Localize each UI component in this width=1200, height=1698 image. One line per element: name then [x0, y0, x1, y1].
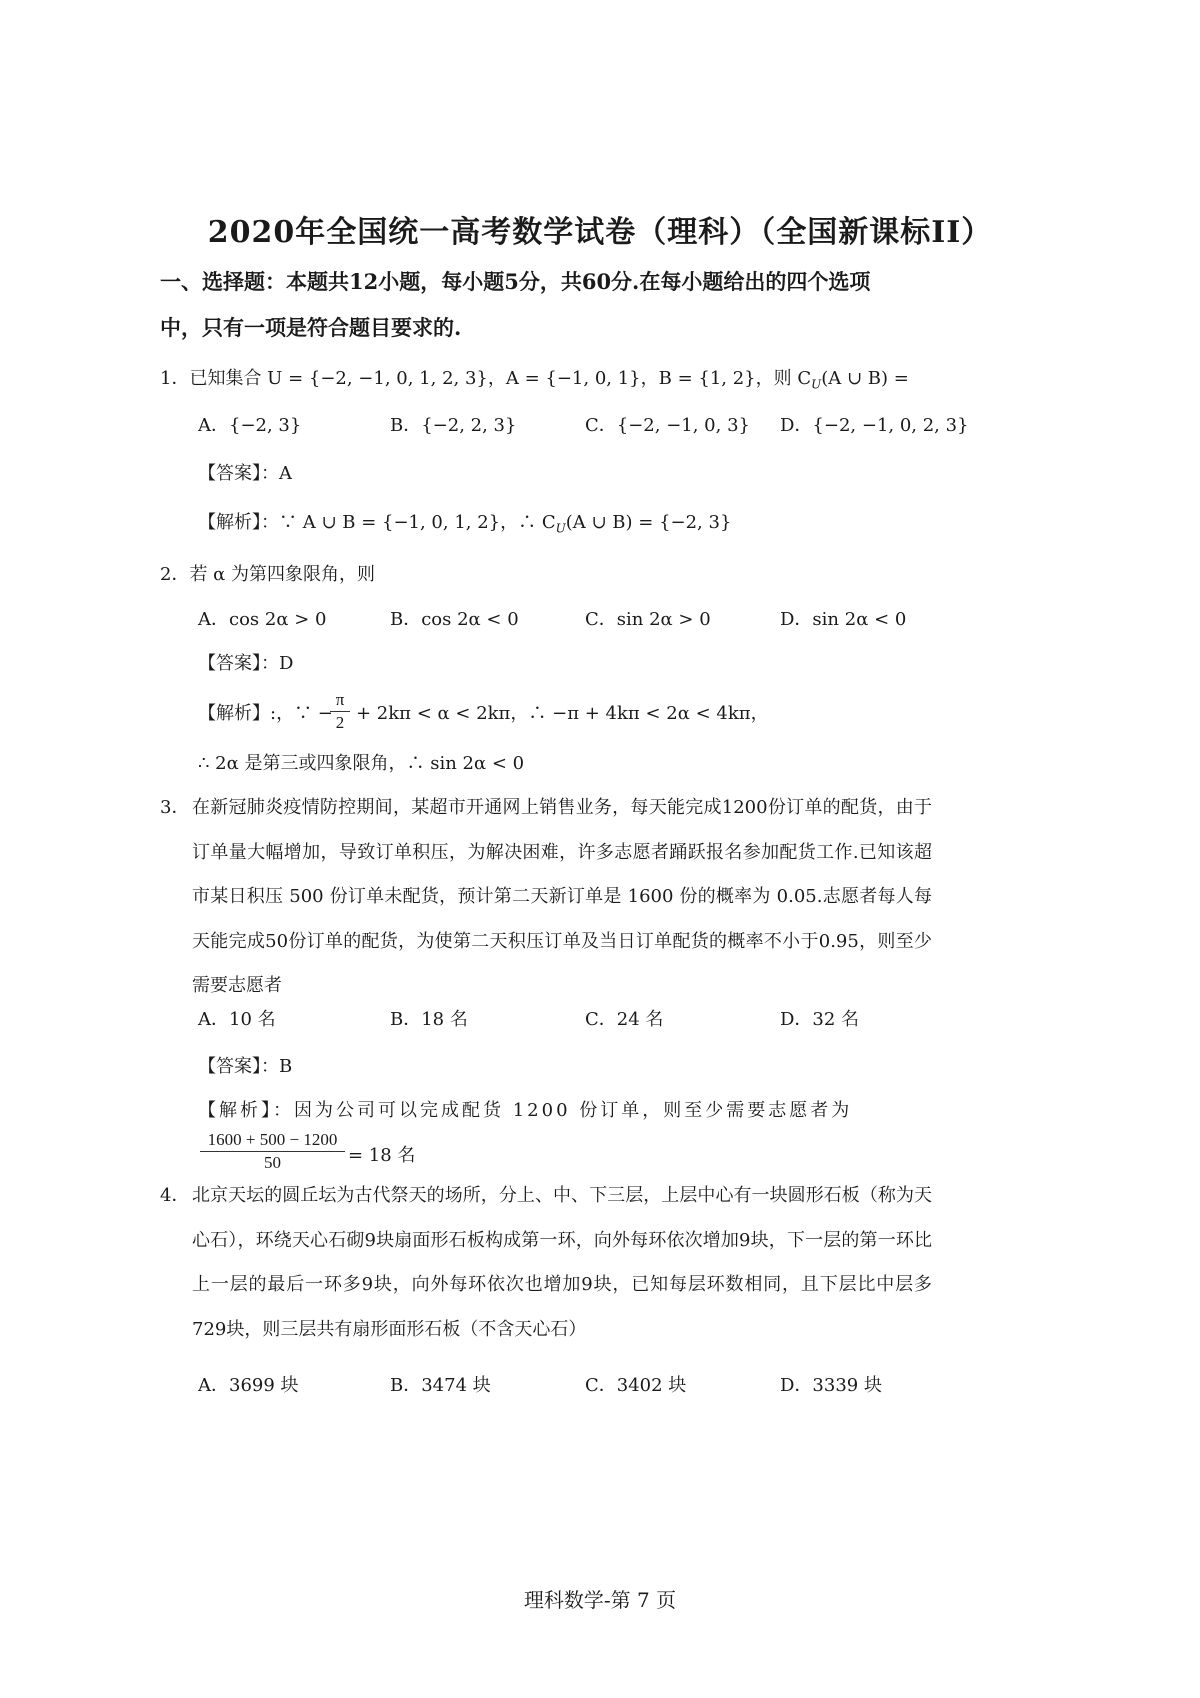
section-heading-line2: 中，只有一项是符合题目要求的.	[160, 315, 462, 340]
question-3-option-d: D．32 名	[780, 1009, 860, 1030]
question-1-subscript: U	[811, 377, 822, 392]
question-2-option-a: A．cos 2α > 0	[198, 609, 327, 630]
question-4-option-d: D．3339 块	[780, 1375, 882, 1396]
question-4-option-b: B．3474 块	[390, 1375, 491, 1396]
question-2-analysis-label: 【解析】:，∵ −	[198, 703, 333, 724]
question-2-answer: 【答案】：D	[198, 653, 294, 674]
question-2-fraction	[330, 690, 350, 733]
section-heading-line1: 一、选择题：本题共12小题，每小题5分，共60分.在每小题给出的四个选项	[160, 269, 871, 294]
question-1-analysis-subscript: U	[555, 521, 566, 536]
question-4-text: 北京天坛的圆丘坛为古代祭天的场所，分上、中、下三层，上层中心有一块圆形石板（称为天心石），环绕天心石砌9块扇面形石板构成第一环，向外每环依次增加9块，下一层的第一环比上一层的最后一环多9块，向外每环依次也增加9块，已知每层环数相同，且下层比中层多729块，则三层共有扇形面形石板（不含天心石）	[192, 1185, 932, 1340]
question-2-option-d: D．sin 2α < 0	[780, 609, 907, 630]
question-3-fraction-result: = 18 名	[348, 1145, 416, 1166]
question-2-option-b: B．cos 2α < 0	[390, 609, 519, 630]
question-2-fraction-denominator: 2	[335, 713, 345, 732]
question-3-answer: 【答案】：B	[198, 1056, 293, 1077]
question-1-analysis-text: 【解析】：∵ A ∪ B = {−1, 0, 1, 2}，∴ C	[198, 512, 556, 533]
question-3-number: 3．	[160, 797, 190, 818]
exam-title: 2020年全国统一高考数学试卷（理科）（全国新课标II）	[207, 215, 993, 250]
question-3-option-c: C．24 名	[585, 1009, 664, 1030]
question-1-stem	[160, 365, 909, 399]
question-1-text: 已知集合 U = {−2, −1, 0, 1, 2, 3}，A = {−1, 0, 1}，B = {1, 2}，则 C	[189, 368, 812, 389]
question-1-number: 1．	[160, 368, 190, 389]
question-4-option-c: C．3402 块	[585, 1375, 687, 1396]
question-1-option-c: C．{−2, −1, 0, 3}	[585, 415, 750, 436]
question-1-answer: 【答案】：A	[198, 463, 292, 484]
question-3-option-a: A．10 名	[198, 1009, 276, 1030]
question-2-conclusion: ∴ 2α 是第三或四象限角，∴ sin 2α < 0	[198, 753, 525, 774]
question-3-option-b: B．18 名	[390, 1009, 468, 1030]
question-1-analysis	[198, 509, 731, 543]
question-1-analysis-tail: (A ∪ B) = {−2, 3}	[565, 512, 732, 533]
question-2-stem	[160, 561, 375, 589]
question-4-option-a: A．3699 块	[198, 1375, 299, 1396]
question-3-text: 在新冠肺炎疫情防控期间，某超市开通网上销售业务，每天能完成1200份订单的配货，由于订单量大幅增加，导致订单积压，为解决困难，许多志愿者踊跃报名参加配货工作.已知该超市某日积压 500 份订单未配货，预计第二天新订单是 1600 份的概率为 0.05.志愿者每人每天能完成50份订单的配货，为使第二天积压订单及当日订单配货的概率不小于0.95，则至少需要志愿者	[192, 797, 932, 996]
question-2-number: 2．	[160, 564, 190, 585]
fraction-bar	[330, 711, 350, 712]
question-3-fraction-denominator: 50	[264, 1153, 281, 1172]
question-2-analysis-rest: + 2kπ < α < 2kπ，∴ −π + 4kπ < 2α < 4kπ，	[356, 703, 769, 724]
question-2-text: 若 α 为第四象限角，则	[189, 564, 376, 585]
question-1-option-a: A．{−2, 3}	[198, 415, 302, 436]
fraction-bar	[200, 1151, 345, 1152]
question-2-option-c: C．sin 2α > 0	[585, 609, 711, 630]
question-4-number: 4．	[160, 1185, 190, 1206]
question-1-option-d: D．{−2, −1, 0, 2, 3}	[780, 415, 969, 436]
question-2-fraction-numerator: π	[335, 690, 345, 709]
question-1-text-tail: (A ∪ B) =	[821, 368, 909, 389]
question-1-option-b: B．{−2, 2, 3}	[390, 415, 517, 436]
page-footer: 理科数学-第 7 页	[523, 1588, 677, 1612]
question-3-fraction-numerator: 1600 + 500 − 1200	[207, 1130, 338, 1149]
question-3-fraction	[200, 1130, 345, 1173]
question-3-analysis: 【解析】：因为公司可以完成配货 1200 份订单，则至少需要志愿者为	[198, 1100, 853, 1121]
